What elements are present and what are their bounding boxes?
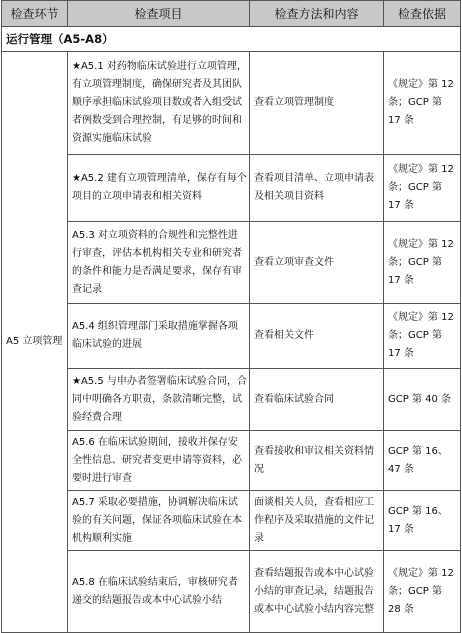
basis-cell: 《规定》第 12 条；GCP 第 17 条 (384, 304, 461, 369)
basis-cell: GCP 第 40 条 (384, 369, 461, 431)
item-cell: A5.8 在临床试验结束后，审核研究者递交的结题报告或本中心试验小结 (68, 551, 250, 633)
table-row (2, 369, 461, 431)
header-item: 检查项目 (68, 1, 250, 27)
basis-cell: 《规定》第 12 条；GCP 第 28 条 (384, 551, 461, 633)
inspection-table (1, 0, 461, 633)
method-cell: 查看结题报告或本中心试验小结的审查记录，结题报告或本中心试验小结内容完整 (250, 551, 384, 633)
header-basis: 检查依据 (384, 1, 461, 27)
header-method: 检查方法和内容 (250, 1, 384, 27)
item-cell: ★A5.1 对药物临床试验进行立项管理，有立项管理制度，确保研究者及其团队顺序承担临床试验项目数或者入组受试者例数受到合理控制，有足够的时间和资源实施临床试验 (68, 52, 250, 155)
basis-cell: 《规定》第 12 条；GCP 第 17 条 (384, 52, 461, 155)
table-row (2, 52, 461, 155)
item-cell: A5.7 采取必要措施，协调解决临床试验的有关问题，保证各项临床试验在本机构顺利实施 (68, 491, 250, 551)
method-cell: 查看立项管理制度 (250, 52, 384, 155)
item-cell: A5.6 在临床试验期间，接收并保存安全性信息、研究者变更申请等资料，必要时进行审查 (68, 431, 250, 491)
method-cell: 查看项目清单、立项申请表及相关项目资料 (250, 155, 384, 222)
table-row (2, 431, 461, 491)
inspection-table-wrapper (1, 0, 460, 630)
table-row (2, 222, 461, 304)
header-phase: 检查环节 (2, 1, 68, 27)
section-row (2, 27, 461, 52)
basis-cell: 《规定》第 12 条；GCP 第 17 条 (384, 155, 461, 222)
table-row (2, 491, 461, 551)
method-cell: 查看立项审查文件 (250, 222, 384, 304)
basis-cell: GCP 第 16、47 条 (384, 431, 461, 491)
table-row (2, 304, 461, 369)
method-cell: 查看相关文件 (250, 304, 384, 369)
header-row (2, 1, 461, 27)
item-cell: ★A5.2 建有立项管理清单，保存有每个项目的立项申请表和相关资料 (68, 155, 250, 222)
method-cell: 查看临床试验合同 (250, 369, 384, 431)
item-cell: A5.4 组织管理部门采取措施掌握各项临床试验的进展 (68, 304, 250, 369)
item-cell: A5.3 对立项资料的合规性和完整性进行审查，评估本机构相关专业和研究者的条件和能力是否满足要求，保存有审查记录 (68, 222, 250, 304)
phase-cell: A5 立项管理 (2, 52, 68, 633)
basis-cell: GCP 第 16、17 条 (384, 491, 461, 551)
method-cell: 面谈相关人员，查看相应工作程序及采取措施的文件记录 (250, 491, 384, 551)
table-row (2, 155, 461, 222)
basis-cell: 《规定》第 12 条；GCP 第 17 条 (384, 222, 461, 304)
item-cell: ★A5.5 与申办者签署临床试验合同，合同中明确各方职责，条款清晰完整，试验经费合理 (68, 369, 250, 431)
section-title: 运行管理（A5-A8） (2, 27, 461, 52)
table-row (2, 551, 461, 633)
method-cell: 查看接收和审议相关资料情况 (250, 431, 384, 491)
